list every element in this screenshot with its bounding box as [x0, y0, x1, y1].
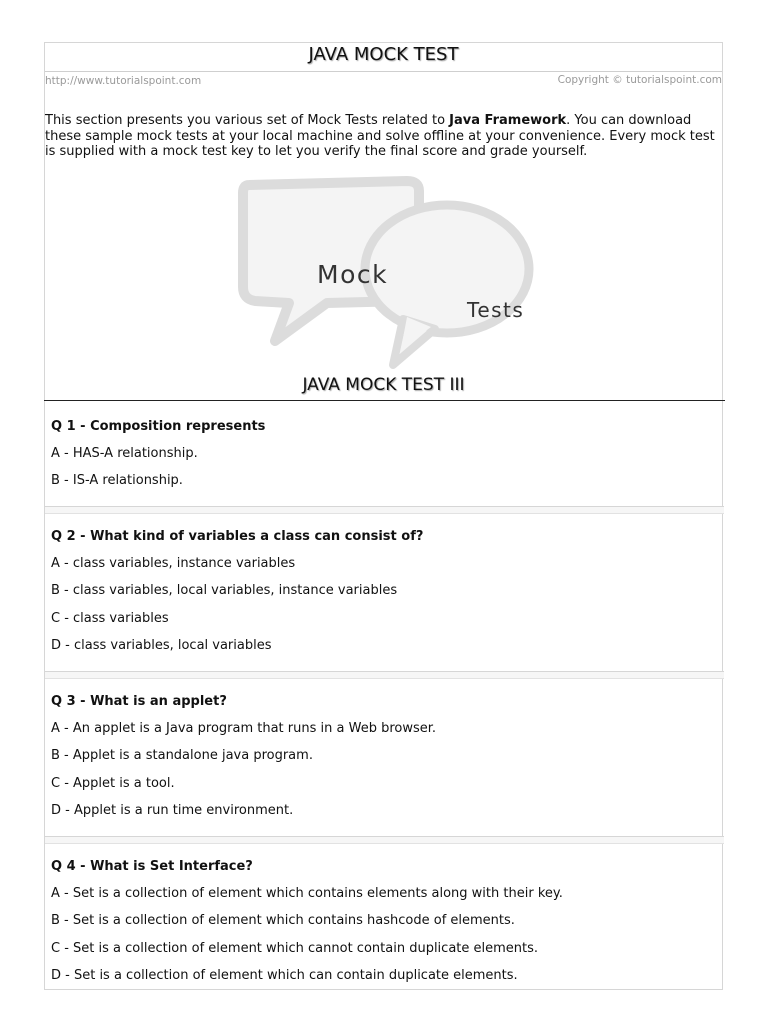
question-text: Q 1 - Composition represents: [51, 419, 266, 434]
answer-option: D - class variables, local variables: [51, 638, 272, 653]
answer-option: C - Set is a collection of element which cannot contain duplicate elements.: [51, 941, 539, 956]
question-text: Q 2 - What kind of variables a class can consist of?: [51, 529, 424, 544]
question-separator: [45, 672, 724, 679]
answer-option: C - Applet is a tool.: [51, 776, 175, 791]
question-block-1: [45, 401, 724, 507]
answer-option: A - HAS-A relationship.: [51, 446, 198, 461]
question-separator: [45, 507, 724, 514]
question-block-2: [45, 514, 724, 672]
test-subtitle: JAVA MOCK TEST III: [302, 375, 465, 395]
answer-option: A - Set is a collection of element which contains elements along with their key.: [51, 886, 563, 901]
question-block-3: [45, 679, 724, 837]
question-text: Q 4 - What is Set Interface?: [51, 859, 253, 874]
answer-option: B - class variables, local variables, instance variables: [51, 583, 398, 598]
intro-text-before: This section presents you various set of Mock Tests related to: [45, 113, 450, 128]
speech-bubble-icon: [365, 205, 529, 365]
page-title: JAVA MOCK TEST: [308, 44, 459, 65]
answer-option: B - Applet is a standalone java program.: [51, 748, 313, 763]
answer-option: B - Set is a collection of element which contains hashcode of elements.: [51, 913, 515, 928]
intro-paragraph: [45, 113, 724, 160]
site-url[interactable]: http://www.tutorialspoint.com: [45, 75, 202, 87]
answer-option: D - Applet is a run time environment.: [51, 803, 294, 818]
logo-word-tests: Tests: [467, 298, 525, 322]
answer-option: A - class variables, instance variables: [51, 556, 296, 571]
title-divider: [45, 71, 722, 72]
intro-text-bold: Java Framework: [449, 113, 567, 128]
logo-word-mock: Mock: [317, 260, 389, 289]
mock-tests-logo: [235, 169, 535, 379]
answer-option: C - class variables: [51, 611, 169, 626]
question-text: Q 3 - What is an applet?: [51, 694, 227, 709]
answer-option: D - Set is a collection of element which can contain duplicate elements.: [51, 968, 518, 983]
answer-option: B - IS-A relationship.: [51, 473, 183, 488]
question-separator: [45, 837, 724, 844]
document-page: [44, 42, 723, 990]
intro-text-after: . You can download these sample mock tests at your local machine and solve offline at your convenience. Every mock test is supplied with a mock test key to let you verify the final score and grade yourself.: [45, 113, 715, 159]
question-block-4: [45, 844, 724, 989]
copyright-notice: Copyright © tutorialspoint.com: [557, 74, 722, 86]
answer-option: A - An applet is a Java program that runs in a Web browser.: [51, 721, 437, 736]
